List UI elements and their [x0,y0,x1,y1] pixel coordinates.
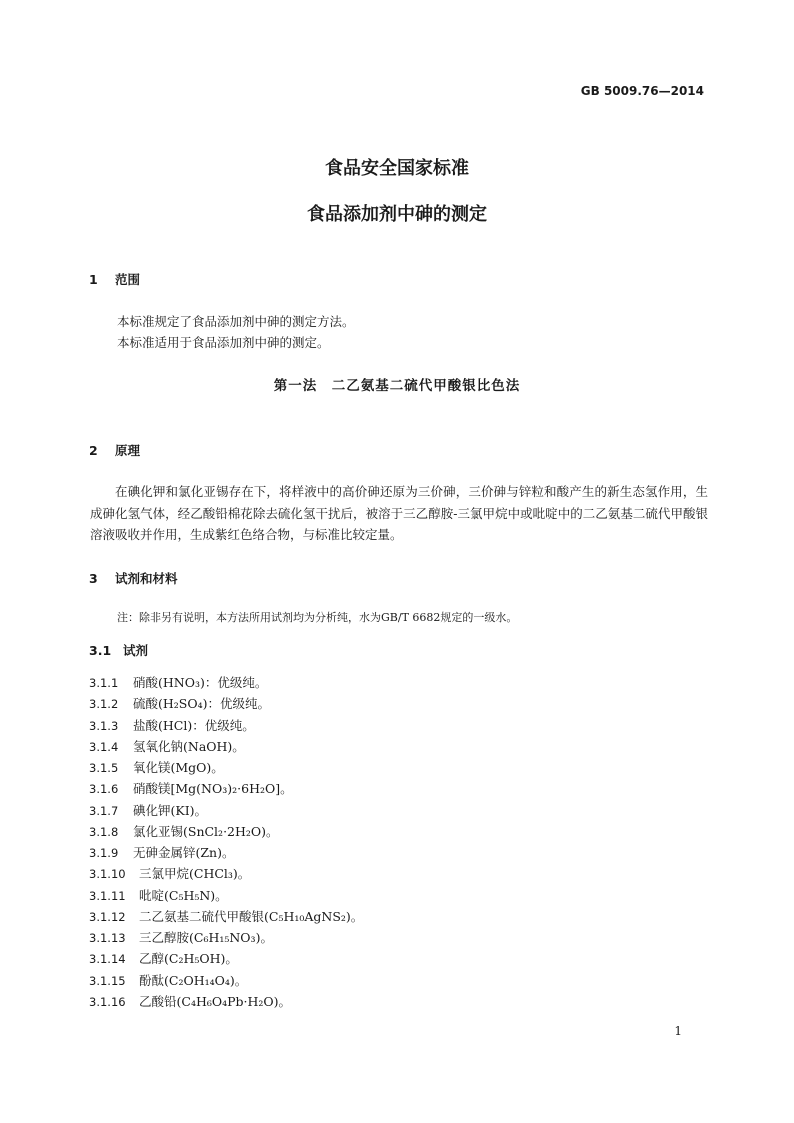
section-number: 3.1 [89,643,112,658]
reagent-item [89,778,363,799]
reagent-number: 3.1.4 [89,739,119,754]
reagent-number: 3.1.10 [89,867,126,882]
reagent-number: 3.1.5 [89,761,119,775]
document-subtitle: 食品添加剂中砷的测定 [307,204,487,225]
reagent-number: 3.1.8 [89,824,119,839]
reagent-text: 乙酸铅(C₄H₆O₄Pb·H₂O)。 [139,993,292,1009]
standard-code: GB 5009.76—2014 [580,84,704,98]
reagent-text: 无砷金属锌(Zn)。 [133,845,235,860]
section-2-heading [89,441,140,459]
document-title: 食品安全国家标准 [325,158,469,179]
reagent-text: 氯化亚锡(SnCl₂·2H₂O)。 [133,823,279,839]
section-3-1-heading [89,641,148,659]
reagent-number: 3.1.1 [89,676,119,690]
reagent-text: 酚酞(C₂OH₁₄O₄)。 [139,972,248,988]
scope-line-1: 本标准规定了食品添加剂中砷的测定方法。 [117,314,355,329]
reagent-item [89,927,363,948]
reagent-item [89,970,363,991]
reagent-number: 3.1.9 [89,846,119,860]
reagent-item [89,672,363,693]
section-number: 3 [89,571,98,586]
section-title: 范围 [115,272,141,287]
reagent-item [89,885,363,906]
reagent-number: 3.1.2 [89,697,119,712]
principle-paragraph: 在碘化钾和氯化亚锡存在下，将样液中的高价砷还原为三价砷，三价砷与锌粒和酸产生的新生态氢作用，生成砷化氢气体，经乙酸铅棉花除去硫化氢干扰后，被溶于三乙醇胺-三氯甲烷中或吡啶中的二乙氨基二硫代甲酸银溶液吸收并作用，生成紫红色络合物，与标准比较定量。 [90,484,708,542]
reagent-item [89,991,363,1012]
section-3-heading [89,569,178,587]
method-title: 第一法 二乙氨基二硫代甲酸银比色法 [273,378,521,394]
reagent-item [89,842,363,863]
reagent-text: 盐酸(HCl)：优级纯。 [133,717,255,733]
reagent-text: 氧化镁(MgO)。 [133,760,224,775]
reagent-item [89,800,363,821]
reagent-number: 3.1.14 [89,952,126,967]
reagent-number: 3.1.16 [89,994,126,1009]
page-number: 1 [674,1024,682,1038]
reagent-text: 三乙醇胺(C₆H₁₅NO₃)。 [139,930,273,945]
reagent-item [89,715,363,736]
reagent-text: 乙醇(C₂H₅OH)。 [139,951,238,967]
reagent-text: 二乙氨基二硫代甲酸银(C₅H₁₀AgNS₂)。 [139,908,364,924]
reagent-item [89,693,363,714]
reagent-text: 吡啶(C₅H₅N)。 [139,887,228,903]
section-title: 原理 [115,443,141,458]
reagent-item [89,736,363,757]
reagent-item [89,757,363,778]
reagent-text: 氢氧化钠(NaOH)。 [133,738,245,754]
reagent-text: 硝酸(HNO₃)：优级纯。 [133,675,268,690]
section-number: 2 [89,443,98,458]
reagent-text: 硝酸镁[Mg(NO₃)₂·6H₂O]。 [133,781,293,797]
reagent-item [89,906,363,927]
section-number: 1 [89,272,98,287]
reagent-item [89,821,363,842]
section-1-heading [89,270,140,288]
reagent-text: 三氯甲烷(CHCl₃)。 [139,866,251,882]
reagent-text: 碘化钾(KI)。 [133,802,208,818]
reagent-number: 3.1.6 [89,782,119,797]
reagent-number: 3.1.7 [89,803,119,818]
reagent-item [89,948,363,969]
section-title: 试剂 [123,643,149,658]
reagent-number: 3.1.13 [89,931,126,945]
reagent-text: 硫酸(H₂SO₄)：优级纯。 [133,696,270,712]
note: 注：除非另有说明，本方法所用试剂均为分析纯，水为GB/T 6682规定的一级水。 [117,611,518,624]
reagent-number: 3.1.11 [89,888,126,903]
reagent-list [89,672,363,1012]
section-title: 试剂和材料 [115,571,178,586]
reagent-number: 3.1.15 [89,973,126,988]
scope-line-2: 本标准适用于食品添加剂中砷的测定。 [117,335,330,350]
reagent-number: 3.1.12 [89,909,126,924]
reagent-number: 3.1.3 [89,718,119,733]
reagent-item [89,863,363,884]
